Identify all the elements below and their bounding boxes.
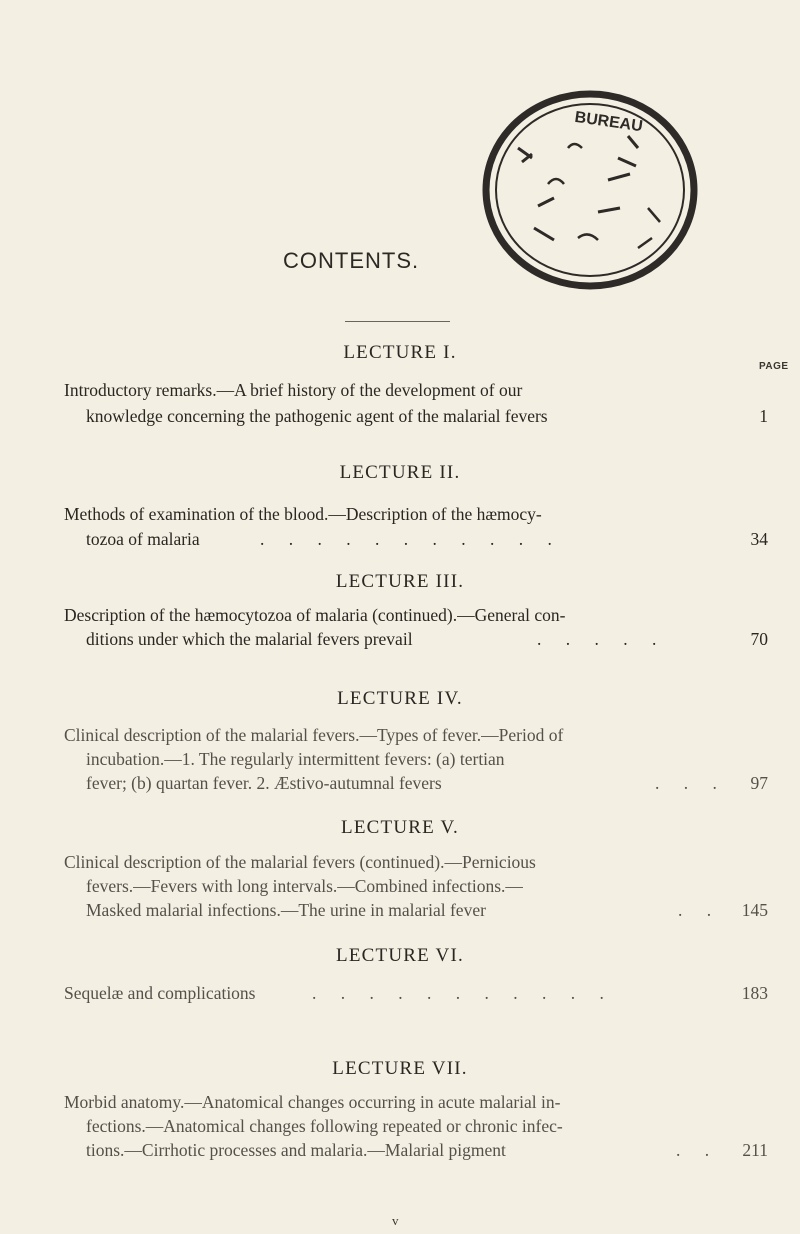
folio-number: v <box>392 1213 399 1228</box>
lecture-title: LECTURE VI. <box>336 945 464 966</box>
lecture-title: LECTURE VII. <box>332 1058 468 1079</box>
entry-line: Clinical description of the malarial fevers.—Types of fever.—Period of <box>64 725 564 745</box>
page-number: 1 <box>759 406 768 426</box>
lecture-title: LECTURE III. <box>335 571 465 592</box>
page-number: 70 <box>750 629 768 649</box>
entry-line: tozoa of malaria <box>86 529 200 549</box>
page-title: CONTENTS. <box>283 248 420 273</box>
entry-line: tions.—Cirrhotic processes and malaria.—Malarial pigment <box>86 1140 506 1160</box>
page-number: 34 <box>750 529 768 549</box>
page-number: 97 <box>750 773 768 793</box>
divider <box>345 321 450 322</box>
lecture-title: LECTURE V. <box>341 817 459 838</box>
entry-line: Description of the hæmocytozoa of malaria (continued).—General con- <box>64 605 566 625</box>
page-column-label: PAGE <box>759 361 789 372</box>
entry-line: ditions under which the malarial fevers prevail <box>86 629 413 649</box>
page-number: 211 <box>742 1140 768 1160</box>
lecture-title: LECTURE I. <box>343 342 457 363</box>
entry-line: Sequelæ and complications <box>64 983 256 1003</box>
page-number: 145 <box>741 900 768 920</box>
page-number: 183 <box>741 983 768 1003</box>
entry-line: knowledge concerning the pathogenic agent of the malarial fevers <box>86 406 548 426</box>
entry-line: fections.—Anatomical changes following repeated or chronic infec- <box>86 1116 563 1136</box>
entry-line: Masked malarial infections.—The urine in malarial fever <box>86 900 486 920</box>
leader-dots: . . <box>678 900 722 920</box>
svg-text:BUREAU: BUREAU <box>573 108 644 136</box>
leader-dots: . . . . . . . . . . . <box>312 983 614 1003</box>
library-stamp <box>478 88 708 298</box>
lecture-title: LECTURE II. <box>339 462 461 483</box>
entry-line: Morbid anatomy.—Anatomical changes occurring in acute malarial in- <box>64 1092 561 1112</box>
entry-line: Clinical description of the malarial fevers (continued).—Pernicious <box>64 852 536 872</box>
lecture-title: LECTURE IV. <box>337 688 463 709</box>
entry-line: fever; (b) quartan fever. 2. Æstivo-autumnal fevers <box>86 773 442 793</box>
entry-line: incubation.—1. The regularly intermittent fevers: (a) tertian <box>86 749 505 769</box>
leader-dots: . . . <box>655 773 727 793</box>
entry-line: Introductory remarks.—A brief history of the development of our <box>64 380 523 400</box>
leader-dots: . . . . . <box>537 629 667 649</box>
entry-line: Methods of examination of the blood.—Description of the hæmocy- <box>64 504 542 524</box>
entry-line: fevers.—Fevers with long intervals.—Combined infections.— <box>86 876 523 896</box>
leader-dots: . . <box>676 1140 720 1160</box>
leader-dots: . . . . . . . . . . . <box>260 529 562 549</box>
